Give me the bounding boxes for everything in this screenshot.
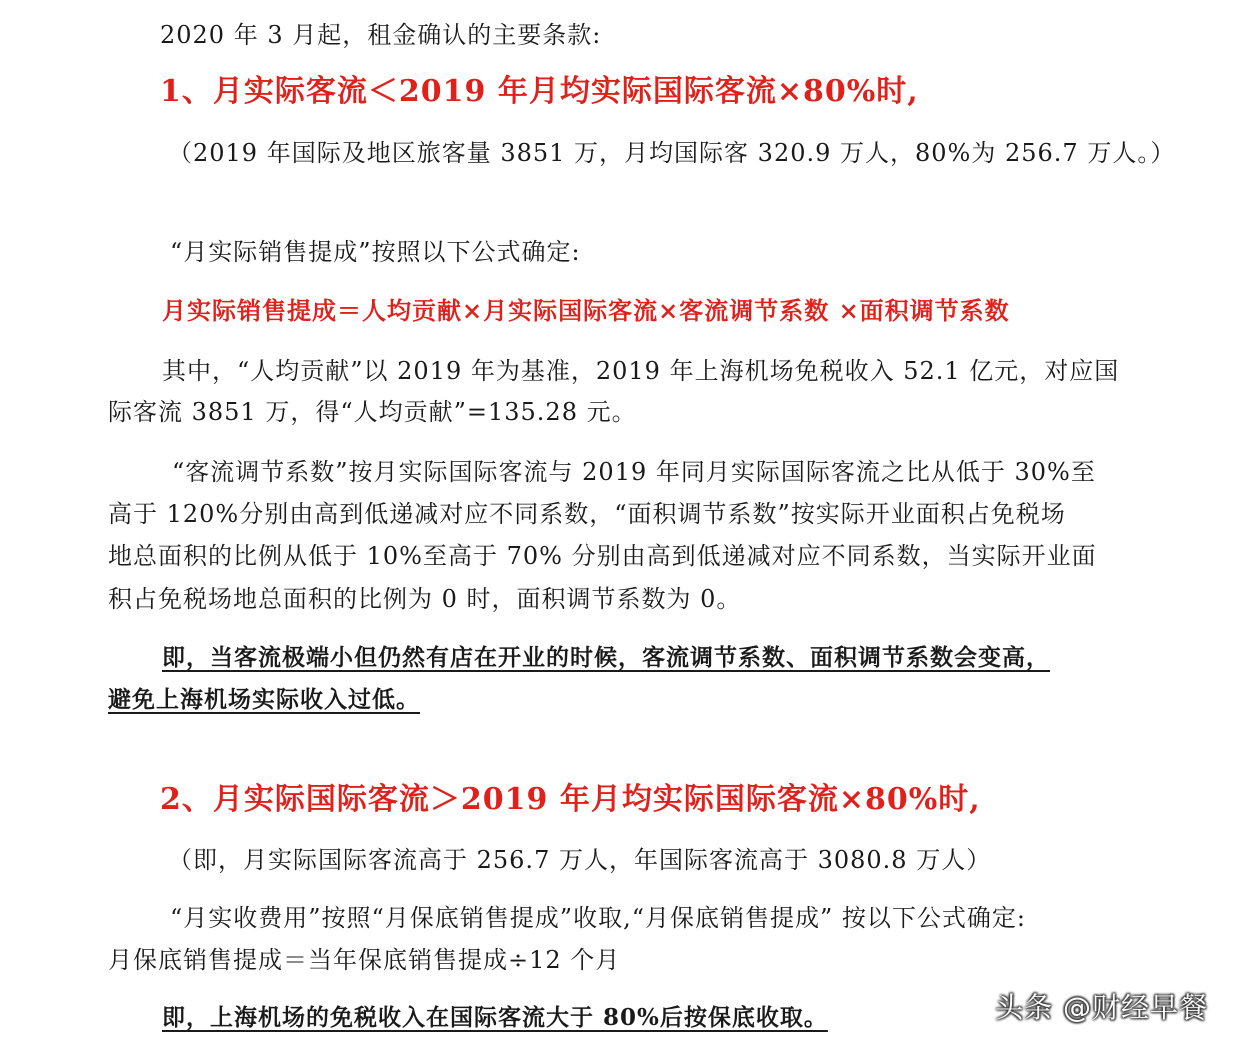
section2-heading: 2、月实际国际客流＞2019 年月均实际国际客流×80%时, [160, 782, 981, 817]
section1-para1-line2: 际客流 3851 万，得“人均贡献”=135.28 元。 [108, 398, 637, 426]
section1-heading: 1、月实际客流＜2019 年月均实际国际客流×80%时, [160, 74, 919, 109]
section1-para2-line3: 地总面积的比例从低于 10%至高于 70% 分别由高到低递减对应不同系数，当实际开业面 [108, 542, 1097, 570]
section1-formula: 月实际销售提成＝人均贡献×月实际国际客流×客流调节系数 ×面积调节系数 [162, 296, 1010, 325]
section2-note: （即，月实际国际客流高于 256.7 万人，年国际客流高于 3080.8 万人） [168, 846, 992, 874]
section2-summary: 即，上海机场的免税收入在国际客流大于 80%后按保底收取。 [162, 1004, 828, 1031]
section1-summary-line1: 即，当客流极端小但仍然有店在开业的时候，客流调节系数、面积调节系数会变高， [162, 644, 1050, 671]
section1-para2-line1: “客流调节系数”按月实际国际客流与 2019 年同月实际国际客流之比从低于 30%至 [172, 458, 1096, 486]
section1-para2-line2: 高于 120%分别由高到低递减对应不同系数，“面积调节系数”按实际开业面积占免税场 [108, 500, 1066, 528]
section1-formula-intro: “月实际销售提成”按照以下公式确定: [170, 238, 581, 266]
intro-text: 2020 年 3 月起，租金确认的主要条款: [160, 21, 602, 49]
watermark: 头条 @财经早餐 [995, 991, 1208, 1024]
section1-summary-line2: 避免上海机场实际收入过低。 [108, 686, 420, 713]
section1-para1-line1: 其中，“人均贡献”以 2019 年为基准，2019 年上海机场免税收入 52.1 亿元，对应国 [162, 357, 1120, 385]
section2-formula: 月保底销售提成＝当年保底销售提成÷12 个月 [108, 946, 621, 974]
section1-para2-line4: 积占免税场地总面积的比例为 0 时，面积调节系数为 0。 [108, 585, 742, 613]
section2-rule: “月实收费用”按照“月保底销售提成”收取,“月保底销售提成” 按以下公式确定: [170, 904, 1026, 932]
section1-note: （2019 年国际及地区旅客量 3851 万，月均国际客 320.9 万人，80%为 256.7 万人。） [168, 139, 1176, 167]
